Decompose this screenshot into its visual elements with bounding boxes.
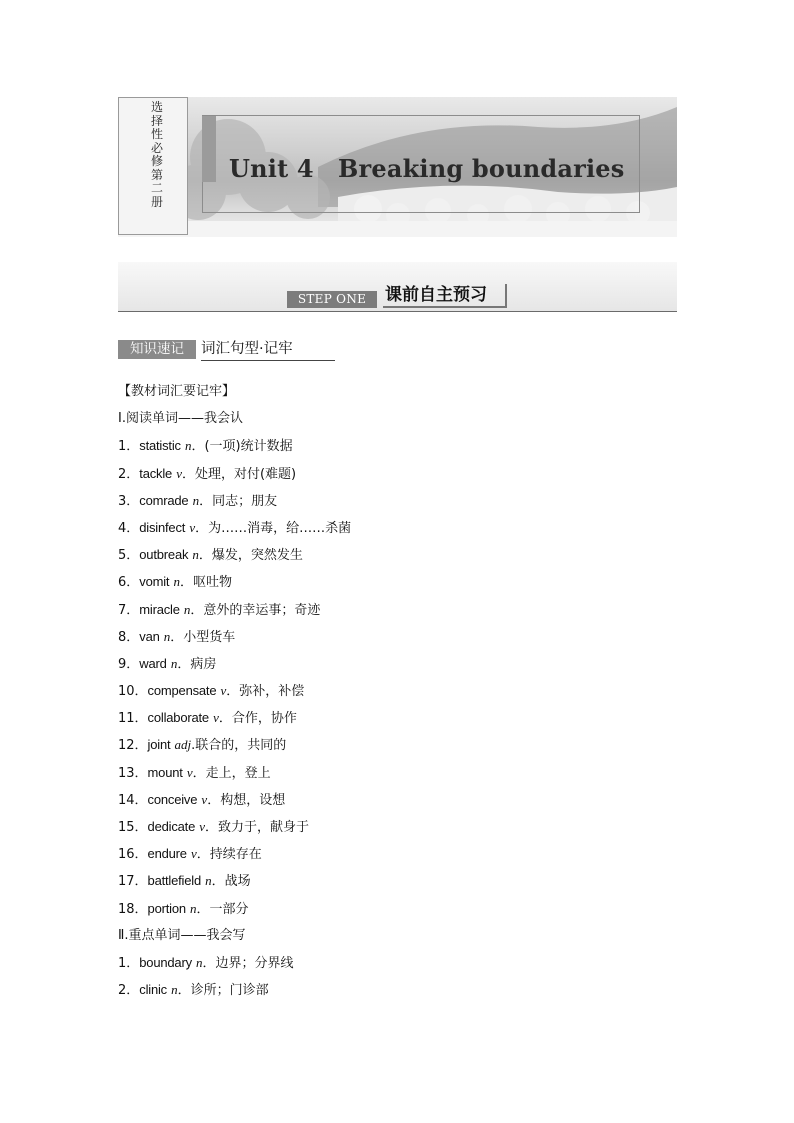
- vocab-item: [118, 465, 678, 492]
- vocab-number: 18．: [118, 901, 148, 917]
- vocab-meaning: ．爆发，突然发生: [198, 548, 303, 564]
- vocab-word: comrade: [139, 492, 189, 508]
- vocab-item: [118, 872, 678, 899]
- vocab-word: boundary: [139, 954, 192, 970]
- vocab-part-of-speech: v: [176, 465, 182, 481]
- vocab-meaning: .联合的，共同的: [191, 738, 287, 754]
- vocab-number: 4．: [118, 520, 140, 536]
- vocab-item: [118, 981, 678, 1008]
- vocab-meaning: ．处理，对付(难题): [181, 466, 297, 482]
- vocab-meaning: ．战场: [211, 874, 251, 890]
- vocab-word: miracle: [139, 601, 180, 617]
- vocab-meaning: ．小型货车: [170, 629, 236, 645]
- section-title: 词汇句型·记牢: [201, 340, 335, 361]
- vocab-part-of-speech: n: [205, 873, 212, 889]
- vocab-number: 5．: [118, 548, 140, 564]
- vocab-word: ward: [139, 655, 167, 671]
- part1-heading: Ⅰ.阅读单词——我会认: [118, 411, 243, 427]
- vocab-number: 15．: [118, 820, 148, 835]
- unit-title: Unit 4 Breaking boundaries: [229, 154, 625, 183]
- vocab-word: vomit: [139, 574, 170, 590]
- title-accent-bar: [202, 116, 216, 182]
- vocab-part-of-speech: v: [189, 519, 196, 535]
- vocab-part-of-speech: n: [196, 954, 203, 970]
- part2-heading: Ⅱ.重点单词——我会写: [118, 927, 246, 943]
- vocab-meaning: ．致力于，献身于: [205, 820, 310, 835]
- vocab-part-of-speech: adj: [174, 737, 192, 753]
- vocab-part-of-speech: n: [192, 547, 199, 563]
- vocab-meaning: ．边界；分界线: [202, 955, 294, 971]
- vocab-word: collaborate: [147, 710, 209, 726]
- vocab-item: [118, 573, 678, 600]
- vocab-item: [118, 709, 678, 736]
- vocab-part-of-speech: v: [199, 819, 206, 834]
- vocab-part-of-speech: n: [192, 492, 200, 508]
- vocab-meaning: ．诊所；门诊部: [177, 983, 269, 999]
- vocab-meaning: ．呕吐物: [179, 575, 232, 591]
- vocab-meaning: ．(一项)统计数据: [191, 439, 293, 455]
- vocab-item: [118, 519, 678, 546]
- vocab-number: 8．: [118, 629, 140, 645]
- vocab-number: 1．: [118, 439, 140, 455]
- vocab-part-of-speech: n: [171, 982, 178, 998]
- vocab-number: 7．: [118, 602, 140, 618]
- vocab-part-of-speech: v: [201, 791, 208, 807]
- vocab-number: 1．: [118, 955, 140, 971]
- vocab-item: [118, 954, 678, 981]
- vocab-word: outbreak: [139, 547, 189, 563]
- vocab-part-of-speech: n: [190, 900, 197, 916]
- vocab-word: mount: [147, 764, 183, 780]
- vocab-word: clinic: [139, 982, 167, 998]
- part1-list: [118, 437, 678, 926]
- vocab-item: [118, 492, 678, 519]
- vocab-number: 2．: [118, 466, 140, 482]
- vocab-meaning: ．同志；朋友: [199, 493, 278, 509]
- vocab-word: tackle: [139, 465, 173, 481]
- vocabulary-content: [118, 383, 678, 1008]
- vocab-number: 13．: [118, 765, 148, 781]
- vocab-number: 10．: [118, 684, 148, 700]
- vocab-meaning: ．合作，协作: [218, 711, 297, 727]
- vocab-number: 16．: [118, 847, 148, 863]
- section-tag: 知识速记: [118, 340, 196, 359]
- step-tag: STEP ONE: [287, 291, 377, 308]
- vocab-number: 17．: [118, 874, 148, 890]
- vocab-item: [118, 791, 678, 818]
- vocab-item: [118, 546, 678, 573]
- book-volume-label: 选择性必修第二册: [150, 100, 163, 209]
- vocab-word: conceive: [147, 791, 198, 807]
- vocab-meaning: ．一部分: [196, 901, 249, 917]
- vocab-word: joint: [147, 737, 171, 753]
- part2-list: [118, 954, 678, 1008]
- vocab-item: [118, 655, 678, 682]
- vocab-part-of-speech: n: [173, 574, 180, 590]
- vocab-item: [118, 437, 678, 464]
- vocab-item: [118, 682, 678, 709]
- vocab-part-of-speech: v: [220, 683, 227, 699]
- vocab-item: [118, 736, 678, 763]
- vocab-meaning: ．弥补，补偿: [226, 684, 305, 700]
- vocab-word: statistic: [139, 438, 181, 454]
- vocab-meaning: ．走上，登上: [192, 765, 271, 781]
- vocab-item: [118, 601, 678, 628]
- vocab-item: [118, 845, 678, 872]
- vocab-word: disinfect: [139, 519, 186, 535]
- vocab-item: [118, 628, 678, 655]
- vocab-part-of-speech: v: [190, 846, 197, 862]
- vocab-number: 14．: [118, 792, 148, 808]
- vocab-word: battlefield: [147, 873, 201, 889]
- vocab-item: [118, 764, 678, 791]
- block-title: 【教材词汇要记牢】: [118, 384, 236, 399]
- vocab-meaning: ．构想，设想: [207, 792, 286, 808]
- step-title: 课前自主预习: [383, 284, 507, 308]
- vocab-part-of-speech: n: [184, 438, 192, 454]
- vocab-number: 11．: [118, 711, 148, 727]
- vocab-number: 3．: [118, 493, 140, 509]
- vocab-part-of-speech: n: [163, 628, 171, 644]
- vocab-item: [118, 900, 678, 927]
- vocab-number: 6．: [118, 575, 140, 591]
- vocab-number: 2．: [118, 983, 140, 999]
- vocab-word: van: [139, 628, 160, 644]
- vocab-number: 9．: [118, 656, 140, 672]
- vocab-number: 12．: [118, 738, 148, 754]
- vocab-meaning: ．为……消毒，给……杀菌: [195, 520, 352, 536]
- vocab-part-of-speech: n: [170, 655, 178, 671]
- vocab-meaning: ．意外的幸运事；奇迹: [190, 602, 321, 618]
- vocab-word: compensate: [147, 683, 217, 699]
- vocab-word: portion: [147, 900, 186, 916]
- vocab-part-of-speech: v: [186, 764, 193, 780]
- vocab-meaning: ．持续存在: [196, 847, 262, 863]
- vocab-word: endure: [147, 846, 187, 862]
- vocab-part-of-speech: n: [183, 601, 191, 617]
- vocab-meaning: ．病房: [177, 656, 217, 672]
- vocab-word: dedicate: [147, 819, 196, 834]
- vocab-item: [118, 818, 678, 845]
- vocab-part-of-speech: v: [213, 710, 219, 726]
